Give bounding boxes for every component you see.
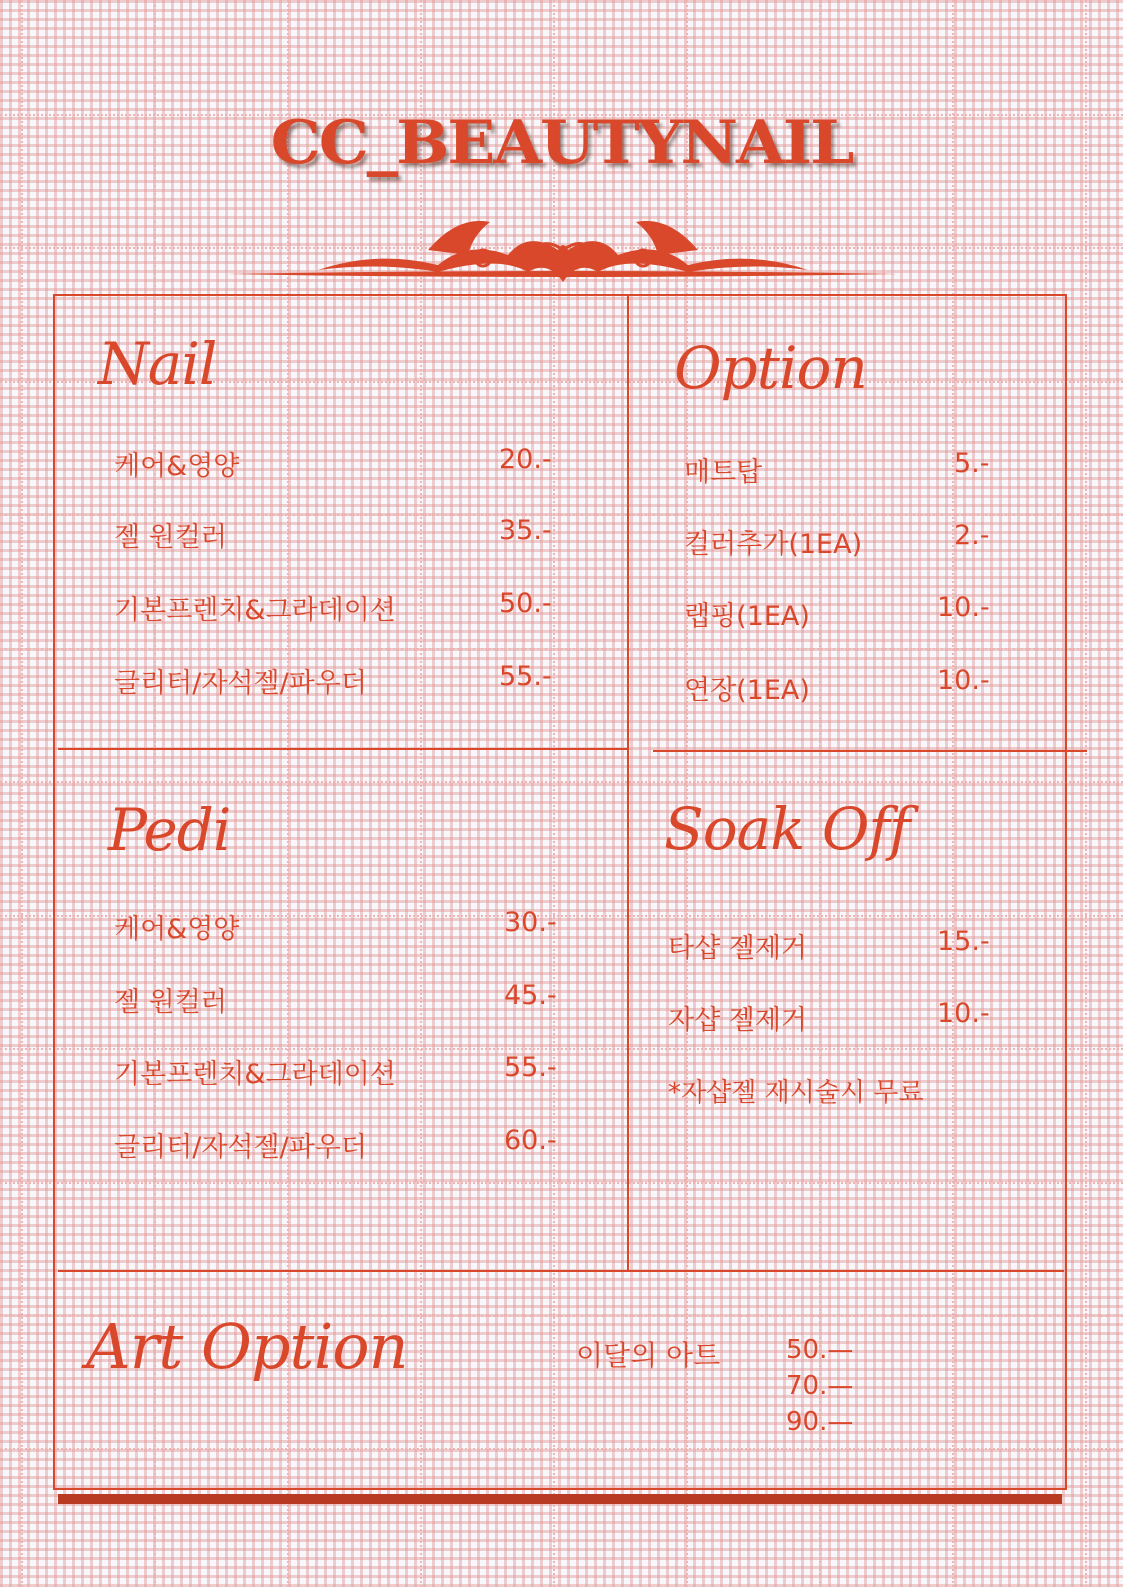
pedi-item-price: 60.- <box>504 1125 557 1156</box>
option-item-name: 매트탑 <box>684 457 763 488</box>
pedi-item-name: 젤 원컬러 <box>114 987 227 1018</box>
option-item-name: 연장(1EA) <box>684 675 810 706</box>
nail-item-name: 젤 원컬러 <box>114 522 227 553</box>
option-divider <box>653 750 1087 752</box>
nail-item-price: 55.- <box>499 661 552 692</box>
nail-item-price: 35.- <box>499 515 552 546</box>
option-item-price: 5.- <box>954 448 990 479</box>
option-item-price: 10.- <box>937 665 990 696</box>
soak-off-item-price: 10.- <box>937 998 990 1029</box>
vertical-divider <box>627 294 629 1272</box>
pedi-item-price: 30.- <box>504 907 557 938</box>
nail-item-price: 50.- <box>499 588 552 619</box>
pedi-item-name: 케어&영양 <box>114 914 240 945</box>
nail-title: Nail <box>98 330 217 398</box>
nail-divider <box>58 748 627 750</box>
nail-item-name: 글리터/자석젤/파우더 <box>114 668 367 699</box>
nail-item-name: 케어&영양 <box>114 451 240 482</box>
art-option-title: Art Option <box>86 1310 408 1383</box>
option-item-name: 컬러추가(1EA) <box>684 529 863 560</box>
art-option-price: 50.— <box>786 1335 854 1365</box>
nail-item-price: 20.- <box>499 444 552 475</box>
art-option-price: 70.— <box>786 1371 854 1401</box>
soak-off-note: *자샵젤 재시술시 무료 <box>668 1078 924 1108</box>
soak-off-title: Soak Off <box>664 795 910 863</box>
option-item-name: 랩핑(1EA) <box>684 601 810 632</box>
option-item-price: 10.- <box>937 592 990 623</box>
option-title: Option <box>674 334 867 402</box>
art-divider <box>58 1270 1064 1272</box>
pedi-item-price: 55.- <box>504 1052 557 1083</box>
flourish-ornament-icon <box>228 210 898 290</box>
soak-off-item-price: 15.- <box>937 926 990 957</box>
soak-off-item-name: 타샵 젤제거 <box>668 933 807 964</box>
nail-item-name: 기본프렌치&그라데이션 <box>114 595 396 626</box>
pedi-item-name: 글리터/자석젤/파우더 <box>114 1132 367 1163</box>
art-option-label: 이달의 아트 <box>576 1339 721 1372</box>
pedi-item-price: 45.- <box>504 980 557 1011</box>
brand-title: CC_BEAUTYNAIL <box>270 108 853 178</box>
bottom-bar <box>58 1494 1062 1504</box>
art-option-price: 90.— <box>786 1407 854 1437</box>
pedi-item-name: 기본프렌치&그라데이션 <box>114 1059 396 1090</box>
pedi-title: Pedi <box>108 796 231 864</box>
soak-off-item-name: 자샵 젤제거 <box>668 1005 807 1036</box>
option-item-price: 2.- <box>954 520 990 551</box>
